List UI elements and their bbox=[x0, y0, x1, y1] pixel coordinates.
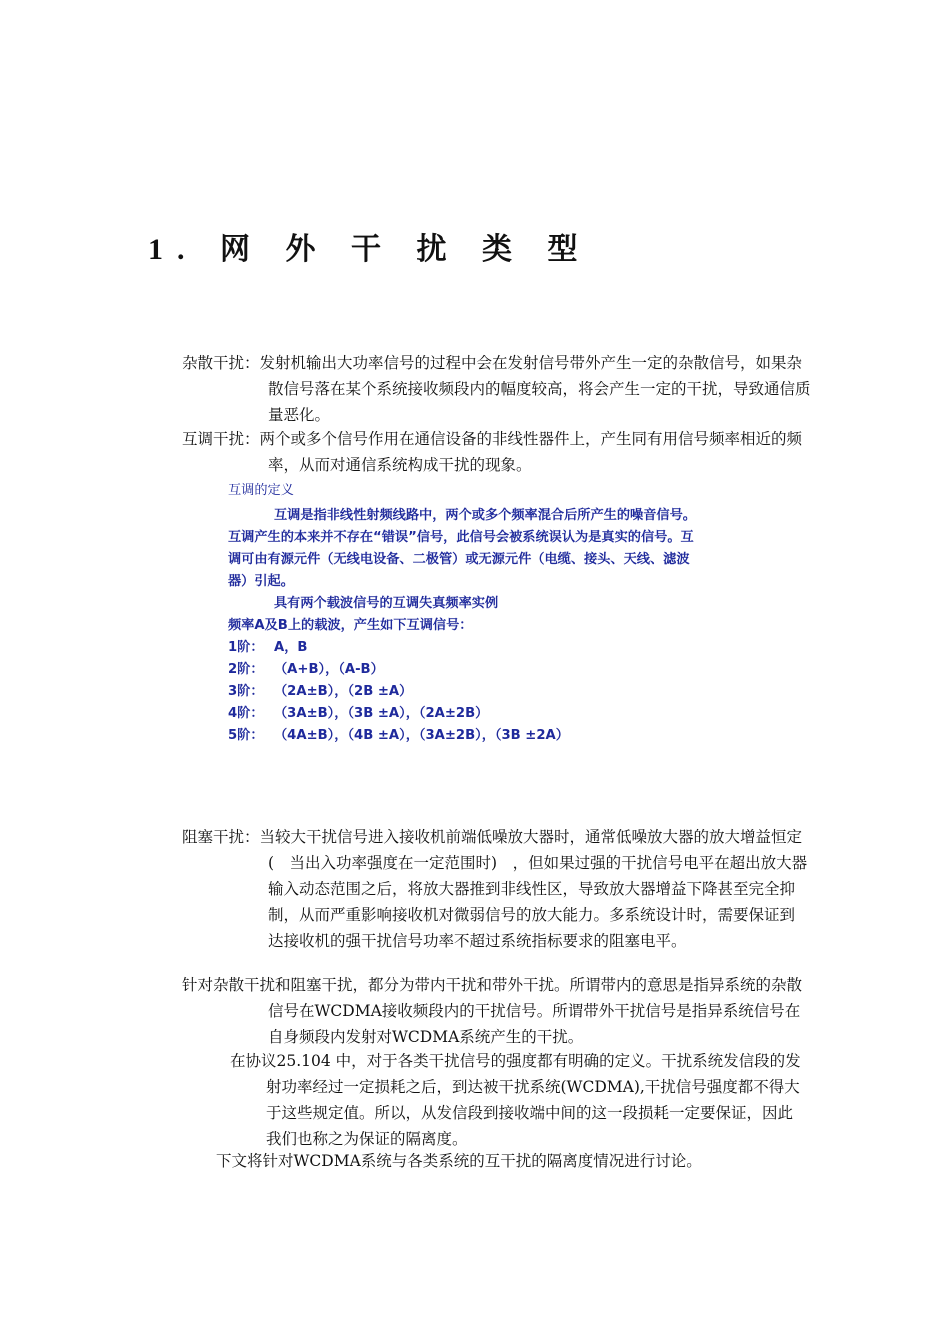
inband-outband-paragraph bbox=[182, 972, 808, 1050]
carrier-line: 频率A及B上的载波，产生如下互调信号： bbox=[228, 618, 473, 633]
inband-outband-text: 针对杂散干扰和阻塞干扰，都分为带内干扰和带外干扰。所谓带内的意思是指异系统的杂散信号在WCDMA接收频段内的干扰信号。所谓带外干扰信号是指异系统信号在自身频段内发射对WCDMA系统产生的干扰。 bbox=[182, 976, 803, 1046]
order-products: （3A±B），（3B ±A），（2A±2B） bbox=[274, 706, 489, 721]
order-products: （A+B），（A-B） bbox=[274, 662, 384, 677]
next-text: 下文将针对WCDMA系统与各类系统的互干扰的隔离度情况进行讨论。 bbox=[216, 1152, 702, 1170]
intermod-definition-body: 互调是指非线性射频线路中，两个或多个频率混合后所产生的噪音信号。互调产生的本来并不存在“错误”信号，此信号会被系统误认为是真实的信号。互调可由有源元件（无线电设备、二极管）或无源元件（电缆、接头、天线、滤波器）引起。 bbox=[228, 508, 696, 589]
next-paragraph bbox=[216, 1148, 808, 1174]
intermod-definition-figure bbox=[228, 480, 698, 747]
order-label: 5阶： bbox=[228, 728, 264, 743]
intermod-example-title: 具有两个载波信号的互调失真频率实例 bbox=[274, 596, 499, 611]
order-row-3 bbox=[228, 681, 698, 703]
order-row-2 bbox=[228, 659, 698, 681]
section-heading: 1. 网 外 干 扰 类 型 bbox=[148, 233, 592, 266]
spurious-paragraph bbox=[182, 350, 814, 428]
protocol-paragraph bbox=[230, 1048, 808, 1152]
intermod-definition-title: 互调的定义 bbox=[228, 483, 294, 498]
order-row-1 bbox=[228, 637, 698, 659]
order-label: 1阶： bbox=[228, 640, 264, 655]
order-label: 3阶： bbox=[228, 684, 264, 699]
spurious-text: 杂散干扰：发射机输出大功率信号的过程中会在发射信号带外产生一定的杂散信号，如果杂散信号落在某个系统接收频段内的幅度较高，将会产生一定的干扰，导致通信质量恶化。 bbox=[182, 354, 811, 424]
order-row-5 bbox=[228, 725, 698, 747]
order-label: 2阶： bbox=[228, 662, 264, 677]
blocking-text: 阻塞干扰：当较大干扰信号进入接收机前端低噪放大器时，通常低噪放大器的放大增益恒定( 当出入功率强度在一定范围时) ，但如果过强的干扰信号电平在超出放大器输入动态范围之后，将放大器推到非线性区，导致放大器增益下降甚至完全抑制，从而严重影响接收机对微弱信号的放大能力。多系统设计时，需要保证到达接收机的强干扰信号功率不超过系统指标要求的阻塞电平。 bbox=[182, 828, 808, 950]
protocol-text: 在协议25.104 中，对于各类干扰信号的强度都有明确的定义。干扰系统发信段的发射功率经过一定损耗之后，到达被干扰系统(WCDMA),干扰信号强度都不得大于这些规定值。所以，从发信段到接收端中间的这一段损耗一定要保证，因此我们也称之为保证的隔离度。 bbox=[230, 1052, 801, 1148]
order-products: （2A±B），（2B ±A） bbox=[274, 684, 413, 699]
intermod-text: 互调干扰：两个或多个信号作用在通信设备的非线性器件上，产生同有用信号频率相近的频率，从而对通信系统构成干扰的现象。 bbox=[182, 430, 803, 474]
order-products: （4A±B），（4B ±A），（3A±2B），（3B ±2A） bbox=[274, 728, 569, 743]
order-products: A，B bbox=[274, 640, 308, 655]
order-row-4 bbox=[228, 703, 698, 725]
blocking-paragraph bbox=[182, 824, 808, 954]
intermod-paragraph bbox=[182, 426, 814, 478]
order-label: 4阶： bbox=[228, 706, 264, 721]
